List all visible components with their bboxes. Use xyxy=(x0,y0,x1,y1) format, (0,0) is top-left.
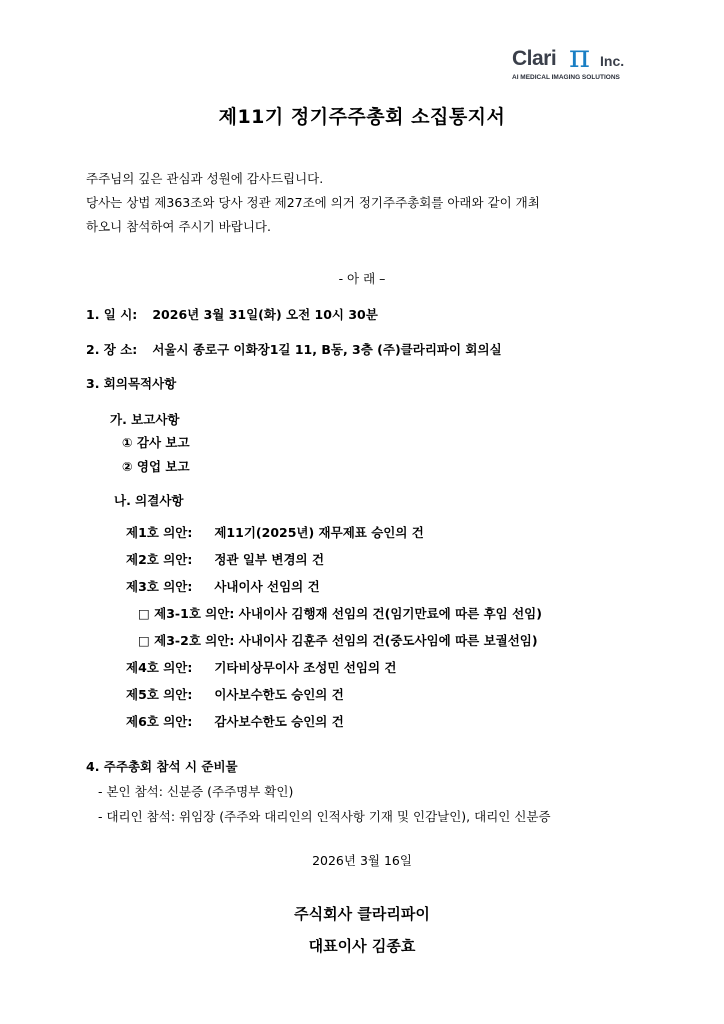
separator: - 아 래 – xyxy=(338,271,386,286)
logo-tagline: AI MEDICAL IMAGING SOLUTIONS xyxy=(512,74,620,81)
resolution-5-text: 이사보수한도 승인의 건 xyxy=(214,687,344,702)
resolution-1-text: 제11기(2025년) 재무제표 승인의 건 xyxy=(214,525,424,540)
company-name: 주식회사 클라리파이 xyxy=(294,905,430,923)
intro-line-3: 하오니 참석하여 주시기 바랍니다. xyxy=(86,219,271,234)
resolution-6-label: 제6호 의안: xyxy=(126,714,193,729)
logo-name: Clari xyxy=(512,47,557,70)
datetime-row xyxy=(86,306,378,324)
resolution-3-text: 사내이사 선임의 건 xyxy=(214,579,320,594)
intro-line-2: 당사는 상법 제363조와 당사 정관 제27조에 의거 정기주주총회를 아래와 같이 개최 xyxy=(86,195,540,210)
resolution-5-label: 제5호 의안: xyxy=(126,687,193,702)
datetime-label: 1. 일 시: xyxy=(86,307,138,322)
ceo-name: 대표이사 김종효 xyxy=(308,937,416,955)
resolution-1-label: 제1호 의안: xyxy=(126,525,193,540)
company-logo xyxy=(512,37,640,86)
agenda-heading: 3. 회의목적사항 xyxy=(86,376,177,391)
place-value: 서울시 종로구 이화장1길 11, B동, 3층 (주)클라리파이 회의실 xyxy=(152,342,502,357)
prep-item-2: - 대리인 참석: 위임장 (주주와 대리인의 인적사항 기재 및 인감날인), 대리인 신분증 xyxy=(98,809,551,824)
resolution-3 xyxy=(126,578,320,596)
resolution-4-text: 기타비상무이사 조성민 선임의 건 xyxy=(214,660,397,675)
resolution-3-label: 제3호 의안: xyxy=(126,579,193,594)
report-item-2: ② 영업 보고 xyxy=(122,459,190,474)
resolution-3-2: □ 제3-2호 의안: 사내이사 김훈주 선임의 건(중도사임에 따른 보궐선임) xyxy=(138,633,538,648)
document-title: 제11기 정기주주총회 소집통지서 xyxy=(218,106,506,128)
intro-line-1: 주주님의 깊은 관심과 성원에 감사드립니다. xyxy=(86,171,324,186)
datetime-value: 2026년 3월 31일(화) 오전 10시 30분 xyxy=(152,307,378,322)
resolution-5 xyxy=(126,686,344,704)
prep-heading: 4. 주주총회 참석 시 준비물 xyxy=(86,759,238,774)
resolution-heading: 나. 의결사항 xyxy=(114,493,184,508)
resolution-2-label: 제2호 의안: xyxy=(126,552,193,567)
resolution-6 xyxy=(126,713,344,731)
logo-suffix: Inc. xyxy=(600,53,625,69)
report-heading: 가. 보고사항 xyxy=(110,412,180,427)
resolution-2 xyxy=(126,551,324,569)
report-item-1: ① 감사 보고 xyxy=(122,435,190,450)
prep-item-1: - 본인 참석: 신분증 (주주명부 확인) xyxy=(98,784,294,799)
logo-pi-icon: π xyxy=(569,37,591,75)
resolution-6-text: 감사보수한도 승인의 건 xyxy=(214,714,344,729)
resolution-3-1: □ 제3-1호 의안: 사내이사 김행재 선임의 건(임기만료에 따른 후임 선임) xyxy=(138,606,542,621)
place-label: 2. 장 소: xyxy=(86,342,138,357)
resolution-1 xyxy=(126,524,424,542)
document-date: 2026년 3월 16일 xyxy=(312,853,412,868)
resolution-2-text: 정관 일부 변경의 건 xyxy=(214,552,325,567)
place-row xyxy=(86,341,502,359)
resolution-4 xyxy=(126,659,396,677)
resolution-4-label: 제4호 의안: xyxy=(126,660,193,675)
